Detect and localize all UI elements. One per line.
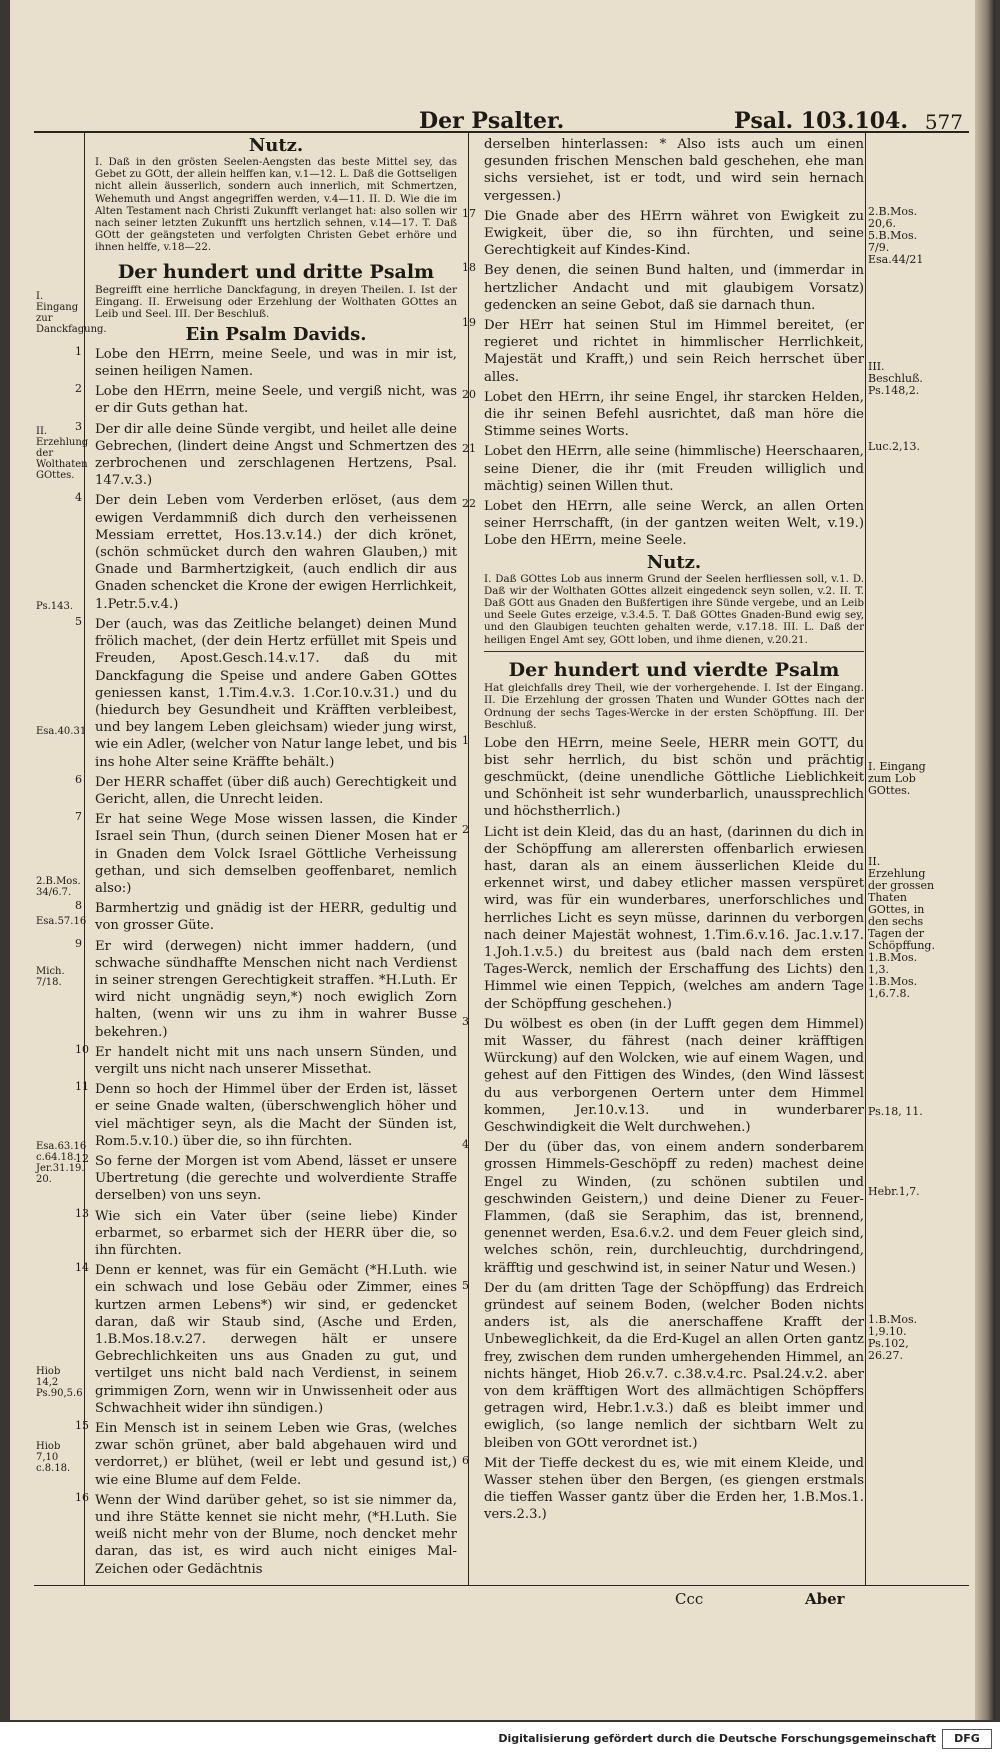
- margin-note: Hebr.1,7.: [868, 1185, 920, 1198]
- verse: [75, 491, 457, 612]
- verse-text: Mit der Tieffe deckest du es, wie mit einem Kleide, und Wasser stehen über den Bergen, (es giengen erstmals die tieffen Wasser gantz über die Erden her, 1.B.Mos.1. vers.2.3.): [484, 1455, 864, 1523]
- verse-text: Lobe den HErrn, meine Seele, und was in mir ist, seinen heiligen Namen.: [95, 346, 457, 380]
- column-rule-left-margin: [84, 131, 85, 1586]
- verse-number: 4: [75, 491, 82, 505]
- verse: [75, 899, 457, 934]
- margin-note: Mich. 7/18.: [36, 966, 65, 988]
- page-number: 577: [924, 110, 963, 134]
- verse-text: Der HERR schaffet (über diß auch) Gerechtigkeit und Gericht, allen, die Unrecht leiden.: [95, 774, 457, 807]
- verse-number: 22: [462, 497, 476, 511]
- verse: [75, 1490, 457, 1578]
- page-footer: [10, 1590, 995, 1614]
- verse-number: 13: [75, 1206, 89, 1220]
- verse-text: Er hat seine Wege Mose wissen lassen, die Kinder Israel sein Thun, (durch seinen Diener Mosen hat er in Gnaden dem Volck Israel Göttliche Verheissung gethan, und sich demselben geoffenbaret, nemlich also:): [95, 812, 457, 896]
- column-rule-right-margin: [865, 131, 866, 1586]
- verse: [75, 382, 457, 417]
- left-column: [75, 135, 457, 1581]
- verse-number: 3: [462, 1014, 469, 1028]
- verse: [462, 442, 864, 495]
- margin-note: 2.B.Mos. 20,6. 5.B.Mos. 7/9. Esa.44/21: [868, 205, 924, 266]
- section-divider: [484, 651, 864, 652]
- verse-text: Er handelt nicht mit uns nach unsern Sünden, und vergilt uns nicht nach unserer Missethat.: [95, 1044, 457, 1077]
- nutz-heading: Nutz.: [646, 551, 702, 573]
- book-page: [10, 0, 995, 1720]
- margin-note: Hiob 7,10 c.8.18.: [36, 1441, 71, 1474]
- header-rule: [34, 131, 969, 133]
- signature-mark: Ccc: [675, 1590, 704, 1608]
- verse-number: 12: [75, 1151, 89, 1165]
- verse: [75, 1261, 457, 1417]
- verse-text: Die Gnade aber des HErrn währet von Ewigkeit zu Ewigkeit, über die, so ihn fürchten, und seine Gerechtigkeit auf Kindes-Kind.: [484, 208, 864, 259]
- margin-note: 1.B.Mos. 1,9.10. Ps.102, 26.27.: [868, 1313, 918, 1362]
- dfg-logo: DFG: [942, 1729, 992, 1749]
- margin-note: Esa.63.16 c.64.18. Jer.31.19. 20.: [36, 1141, 87, 1185]
- verse-number: 1: [462, 733, 469, 747]
- verse-number: 5: [75, 614, 82, 628]
- verse: [75, 810, 457, 897]
- psalm-subtitle: Ein Psalm Davids.: [185, 323, 367, 345]
- psalm-heading: Der hundert und vierdte Psalm: [508, 658, 840, 681]
- verse-number: 14: [75, 1261, 89, 1275]
- running-title: Der Psalter.: [419, 108, 565, 134]
- verse: [75, 1419, 457, 1489]
- margin-note: III. Beschluß. Ps.148,2.: [868, 360, 923, 397]
- margin-note: Ps.18, 11.: [868, 1105, 923, 1118]
- verse-text: Ein Mensch ist in seinem Leben wie Gras, (welches zwar schön grünet, aber bald abgehauen wird und verdorret,) er blühet, (weil er lebt und gesund ist,) wie eine Blume auf dem Felde.: [95, 1421, 457, 1488]
- psalm-summary: Hat gleichfalls drey Theil, wie der vorhergehende. I. Ist der Eingang. II. Die Erzehlung der grossen Thaten und Wunder GOttes nach der Ordnung der sechs Tages-Wercke in der ersten Schöpffung. III. Der Beschluß.: [484, 681, 864, 732]
- verse-number: 16: [75, 1490, 89, 1504]
- verse-number: 2: [462, 822, 469, 836]
- verse: [75, 419, 457, 490]
- credit-text: Digitalisierung gefördert durch die Deutsche Forschungsgemeinschaft: [498, 1732, 936, 1745]
- verse-number: 1: [75, 344, 82, 358]
- verse: [75, 1042, 457, 1078]
- verse-text: Denn so hoch der Himmel über der Erden ist, lässet er seine Gnade walten, (überschwenglich höher und viel mächtiger seyn, als die Macht der Sünden ist, Rom.5.v.10.) über die, so ihn fürchten.: [95, 1082, 457, 1149]
- margin-note: Esa.57.16: [36, 916, 87, 927]
- verse-text: Barmhertzig und gnädig ist der HERR, gedultig und von grosser Güte.: [95, 901, 457, 934]
- verse-text: Lobet den HErrn, ihr seine Engel, ihr starcken Helden, die ihr seinen Befehl ausrichtet, daß man höre die Stimme seines Worts.: [484, 389, 864, 440]
- right-margin-notes: [868, 136, 938, 1581]
- verse-text: Du wölbest es oben (in der Lufft gegen dem Himmel) mit Wasser, du fährest (nach deiner kräfftigen Würckung) auf den Wolcken, wie auf einem Wagen, und gehest auf den Fittigen des Windes, (den Wind lässest du aus verborgenen Oertern unter dem Himmel kommen, Jer.10.v.13. und in wunderbarer Geschwindigkeit die Welt durchwehen.): [484, 1016, 864, 1135]
- verse-number: 6: [462, 1453, 469, 1467]
- margin-note: I. Eingang zum Lob GOttes.: [868, 760, 926, 797]
- nutz-text: I. Daß in den grösten Seelen-Aengsten das beste Mittel sey, das Gebet zu GOtt, der allein helffen kan, v.1—12. L. Daß die Gottseligen nicht allein äusserlich, sondern auch innerlich, mit Schmertzen, Wehemuth und Angst angegriffen werden, v.4—11. II. D. Wie die im Alten Testament nach Christi Zukunfft verlanget hat: also sollen wir nach seiner letzten Zukunfft uns hertzlich sehnen, v.14—17. T. Daß GOtt der geängsteten und verfolgten Christen Gebet erhöre und ihnen helffe, v.18—22.: [95, 156, 457, 254]
- right-column: [462, 136, 864, 1581]
- verse-number: 10: [75, 1042, 89, 1056]
- verse: [75, 936, 457, 1041]
- psalm-heading: Der hundert und dritte Psalm: [117, 260, 435, 283]
- column-rule-center: [468, 131, 469, 1586]
- margin-note: 2.B.Mos. 34/6.7.: [36, 876, 81, 898]
- margin-note: Esa.40.31: [36, 726, 87, 737]
- verse-number: 5: [462, 1278, 469, 1292]
- credit-bar: [0, 1722, 1000, 1757]
- verse: [462, 1278, 864, 1452]
- verse-text: Licht ist dein Kleid, das du an hast, (darinnen du dich in der Schöpffung am allerersten offenbarlich erwiesen hast, daran als an einem äusserlichen Kleide du erkennet wirst, und dabey etlicher massen verspüret wird, was für ein wunderbares, unerforschliches und herrliches Licht es seyn müsse, darinnen du verborgen nach deiner Majestät wohnest, 1.Tim.6.v.16. Jac.1.v.17. 1.Joh.1.v.5.) du breitest aus (bald nach dem ersten Tages-Werck, nemlich der Erschaffung des Lichts) den Himmel wie einen Teppich, (welches am andern Tage der Schöpffung geschehen.): [484, 824, 864, 1012]
- verse-text: Der du (über das, von einem andern sonderbarem grossen Himmels-Geschöpff zu reden) machest deine Engel zu Winden, (zu schönen subtilen und geschwinden Geistern,) und deine Diener zu Feuer-Flammen, (daß sie Seraphim, das ist, brennend, genennet werden, Esa.6.v.2. und dem Feuer gleich sind, welches schön, rein, durchleuchtig, durchdringend, kräfftig und geschwind ist, in seiner Natur und Wesen.): [484, 1140, 864, 1276]
- catchword: Aber: [805, 1590, 845, 1608]
- verse-number: 7: [75, 810, 82, 824]
- psalm-reference: Psal. 103.104.: [734, 108, 909, 134]
- verse-text: Der HErr hat seinen Stul im Himmel bereitet, (er regieret und richtet in himmlischer Herrlichkeit, Majestät und Krafft,) und sein Reich herrschet über alles.: [484, 318, 864, 385]
- verse-number: 19: [462, 316, 476, 330]
- verse-number: 20: [462, 387, 476, 401]
- verse: [462, 1014, 864, 1136]
- verse: [75, 344, 457, 380]
- verse-text: Wenn der Wind darüber gehet, so ist sie nimmer da, und ihre Stätte kennet sie nicht mehr, (*H.Luth. Sie weiß nicht mehr von der Blume, noch dencket mehr daran, das ist, es wird auch nicht einiges Mal-Zeichen oder Gedächtnis: [95, 1492, 457, 1577]
- margin-note: II. Erzehlung der Wolthaten GOttes.: [36, 426, 89, 481]
- verse: [75, 1080, 457, 1150]
- psalm-summary: Begreifft eine herrliche Danckfagung, in dreyen Theilen. I. Ist der Eingang. II. Erweisung oder Erzehlung der Wolthaten GOttes an Leib und Seel. III. Der Beschluß.: [95, 283, 457, 321]
- verse-text: Bey denen, die seinen Bund halten, und (immerdar in hertzlicher Andacht und mit glaubigem Vorsatz) gedencken an seine Gebot, daß sie darnach thun.: [484, 263, 864, 313]
- verse-number: 4: [462, 1138, 469, 1152]
- nutz-heading: Nutz.: [248, 135, 304, 156]
- margin-note: Luc.2,13.: [868, 440, 921, 453]
- verse-text: Der dein Leben vom Verderben erlöset, (aus dem ewigen Verdammniß dich durch den verheissenen Messiam errettet, Hos.13.v.14.) der dich krönet, (schön schmücket durch den wahren Glauben,) mit Gnade und Barmhertzigkeit, (auch endlich dir aus Gnaden schencket die Krone der ewigen Herrlichkeit, 1.Petr.5.v.4.): [95, 493, 457, 612]
- nutz-text: I. Daß GOttes Lob aus innerm Grund der Seelen herfliessen soll, v.1. D. Daß wir der Wolthaten GOttes allzeit eingedenck seyn sollen, v.2. II. T. Daß GOtt aus Gnaden den Bußfertigen ihre Sünde vergebe, und an Leib und Seele Gutes erzeige, v.3.4.5. T. Daß GOttes Gnaden-Bund ewig sey, und den Glaubigen teuchten gehalten werde, v.17.18. III. L. Daß der heiligen Engel Amt sey, GOtt loben, und ihme dienen, v.20.21.: [484, 572, 864, 646]
- margin-note: II. Erzehlung der grossen Thaten GOttes, in den sechs Tagen der Schöpffung. 1.B.Mos. 1,3. 1.B.Mos. 1,6.7.8.: [868, 855, 935, 1000]
- verse-list: [75, 344, 457, 1578]
- verse-number: 21: [462, 442, 476, 456]
- verse: [462, 822, 864, 1013]
- verse-continuation: derselben hinterlassen: * Also ists auch um einen gesunden frischen Menschen bald geschehen, ehe man sichs versiehet, ist er todt, und wird sein hernach vergessen.): [484, 137, 864, 204]
- verse: [462, 387, 864, 441]
- verse-number: 17: [462, 206, 476, 220]
- verse-text: Lobe den HErrn, meine Seele, und vergiß nicht, was er dir Guts gethan hat.: [95, 384, 457, 417]
- verse-text: Der du (am dritten Tage der Schöpffung) das Erdreich gründest auf seinem Boden, (welcher Boden nichts anders ist, als die anerschaffene Krafft der Unbeweglichkeit, da die Erd-Kugel an allen Orten gantz frey, zwischen dem runden umhergehenden Himmel, an nichts hänget, Hiob 26.v.7. c.38.v.4.rc. Psal.24.v.2. aber von dem kräfftigen Wort des allmächtigen Schöpffers getragen wird, Hebr.1.v.3.) daß es bleibt immer und ewiglich, (so lange nemlich der sichtbarn Welt zu bleiben von GOtt verordnet ist.): [484, 1280, 864, 1451]
- verse: [75, 1151, 457, 1205]
- verse-number: 6: [75, 772, 82, 786]
- verse-number: 8: [75, 899, 82, 913]
- verse-number: 18: [462, 261, 476, 275]
- verse: [462, 1138, 864, 1277]
- verse: [75, 772, 457, 808]
- page-gutter: [975, 0, 995, 1720]
- verse-text: So ferne der Morgen ist vom Abend, lässet er unsere Ubertretung (die gerechte und wolverdiente Straffe derselben) von uns seyn.: [95, 1153, 457, 1204]
- footer-rule: [34, 1585, 969, 1586]
- verse: [462, 733, 864, 821]
- verse-text: Lobe den HErrn, meine Seele, HERR mein GOTT, du bist sehr herrlich, du bist schön und prächtig geschmückt, (deine unendliche Göttliche Lieblichkeit und Schönheit ist sehr wunderbarlich, unaussprechlich und höchstherrlich.): [484, 735, 864, 820]
- verse-text: Lobet den HErrn, alle seine Werck, an allen Orten seiner Herrschafft, (in der gantzen weiten Welt, v.19.) Lobe den HErrn, meine Seele.: [484, 499, 864, 549]
- verse: [462, 1453, 864, 1524]
- verse: [462, 261, 864, 314]
- verse-text: Wie sich ein Vater über (seine liebe) Kinder erbarmet, so erbarmet sich der HERR über die, so ihn fürchten.: [95, 1208, 457, 1258]
- verse-text: Lobet den HErrn, alle seine (himmlische) Heerschaaren, seine Diener, die ihr (mit Freuden williglich und mächtig) seinen Willen thut.: [484, 444, 864, 494]
- verse: [462, 497, 864, 550]
- verse-list: [462, 733, 864, 1524]
- verse-text: Er wird (derwegen) nicht immer haddern, (und schwache sündhaffte Menschen nicht nach Verdienst in seiner strengen Gerechtigkeit straffen. *H.Luth. Er wird nicht ungnädig seyn,*) noch ewiglich Zorn halten, (wenn wir uns zu ihm in wahrer Busse bekehren.): [95, 938, 457, 1040]
- margin-note: I. Eingang zur Danckfagung.: [36, 291, 107, 335]
- verse-text: Der (auch, was das Zeitliche belanget) deinen Mund frölich machet, (der dein Hertz erfüllet mit Speis und Freuden, Apost.Gesch.14.v.17. daß du mit Danckfagung die Speise und andere Gaben GOttes geniessen kanst, 1.Tim.4.v.3. 1.Cor.10.v.31.) und du (hiedurch bey Gesundheit und Kräfften verbleibest, und bey langem Leben gleichsam) wieder jung wirst, wie ein Adler, (welcher von Natur lange lebet, und bis ins hohe Alter seine Kräffte behält.): [95, 616, 457, 770]
- verse-text: Denn er kennet, was für ein Gemächt (*H.Luth. wie ein schwach und lose Gebäu oder Zimmer, eines kurtzen armen Lebens*) wir sind, er gedencket daran, daß wir Staub sind, (Asche und Erden, 1.B.Mos.18.v.27. derwegen hält er unsere Gebrechlichkeiten uns aus Gnaden zu gut, und vertilget uns nicht bald nach Verdienst, in seinem grimmigen Zorn, wenn wir in Unwissenheit oder aus Schwachheit wider ihn sündigen.): [95, 1263, 457, 1416]
- margin-note: Hiob 14,2 Ps.90,5.6: [36, 1366, 83, 1399]
- verse-number: 11: [75, 1080, 89, 1094]
- verse-list: [462, 206, 864, 550]
- verse: [462, 316, 864, 386]
- verse-text: Der dir alle deine Sünde vergibt, und heilet alle deine Gebrechen, (lindert deine Angst und Schmertzen des zerbrochenen und zerschlagenen Hertzens, Psal. 147.v.3.): [95, 421, 457, 489]
- verse-number: 15: [75, 1419, 89, 1433]
- verse: [462, 206, 864, 260]
- verse-number: 2: [75, 382, 82, 396]
- verse-number: 9: [75, 936, 82, 950]
- verse: [75, 614, 457, 771]
- margin-note: Ps.143.: [36, 601, 74, 612]
- verse-number: 3: [75, 419, 82, 433]
- verse: [75, 1206, 457, 1260]
